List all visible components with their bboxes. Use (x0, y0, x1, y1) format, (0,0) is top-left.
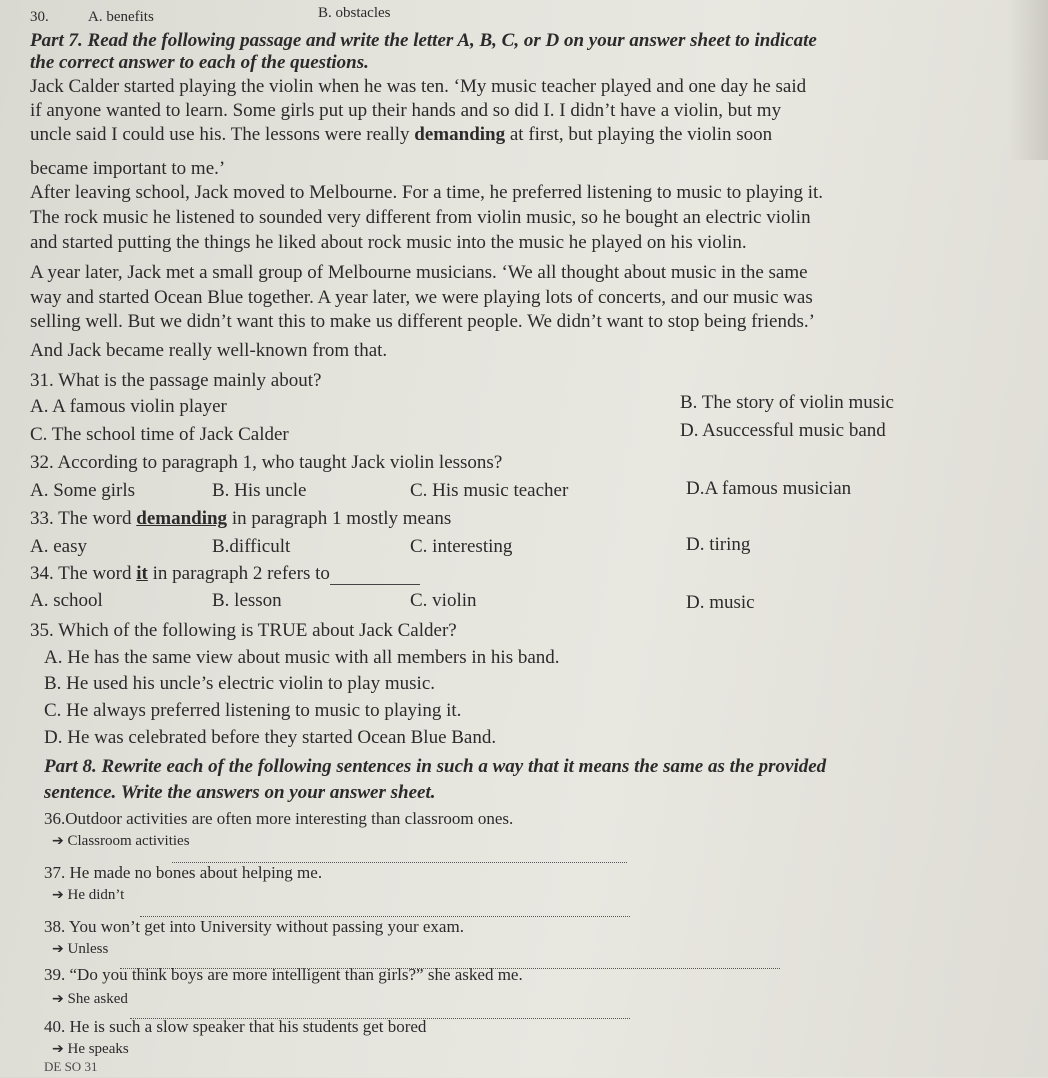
rewrite-q38: 38. You won’t get into University without passing your exam. (44, 917, 464, 936)
q31-option-b: B. The story of violin music (680, 392, 894, 413)
q34-answer-blank (330, 568, 420, 585)
page-shadow (1008, 0, 1048, 160)
rewrite-q37: 37. He made no bones about helping me. (44, 863, 323, 882)
q33-option-b: B.difficult (212, 536, 291, 557)
q30-option-a: A. benefits (88, 9, 154, 25)
q33-option-c: C. interesting (410, 536, 513, 557)
passage-text: uncle said I could use his. The lessons were really (30, 124, 415, 145)
passage-line (30, 124, 772, 146)
q31-option-d: D. Asuccessful music band (680, 420, 886, 441)
q33-option-a: A. easy (30, 536, 87, 557)
passage-keyword-demanding: demanding (414, 124, 506, 145)
rewrite-q38-cue-text: Unless (67, 941, 109, 957)
q34-stem-post: in paragraph 2 refers to (147, 563, 330, 584)
q34-option-d: D. music (686, 592, 755, 613)
rewrite-q39: 39. “Do you think boys are more intelligent than girls?” she asked me. (44, 965, 523, 984)
q33-stem-post: in paragraph 1 mostly means (227, 508, 452, 529)
q33-keyword: demanding (136, 508, 228, 529)
q32-option-b: B. His uncle (212, 480, 307, 501)
q32-option-a: A. Some girls (30, 480, 136, 501)
page-footer-code: DE SO 31 (44, 1059, 98, 1074)
q33-stem (30, 508, 451, 530)
q34-stem (30, 563, 420, 585)
q32-stem: 32. According to paragraph 1, who taught Jack violin lessons? (30, 452, 503, 473)
rewrite-q36-cue-text: Classroom activities (67, 833, 190, 849)
passage-line: selling well. But we didn’t want this to make us different people. We didn’t want to stop being friends.’ (30, 311, 815, 332)
part7-heading (30, 30, 817, 52)
part7-heading-text: Part 7. Read the following passage and write the letter A, B, C, or D on your answer sheet to indicate (30, 30, 817, 51)
q33-option-d: D. tiring (686, 534, 751, 555)
arrow-right-icon: ➔ (52, 833, 64, 849)
q34-option-a: A. school (30, 590, 103, 611)
passage-text: at first, but playing the violin soon (505, 124, 773, 145)
rewrite-q37-cue (52, 884, 124, 906)
q31-option-a: A. A famous violin player (30, 396, 227, 417)
passage-line: became important to me.’ (30, 158, 226, 179)
q34-option-c: C. violin (410, 590, 477, 611)
passage-line: way and started Ocean Blue together. A year later, we were playing lots of concerts, and our music was (30, 287, 813, 308)
rewrite-q39-cue-text: She asked (67, 991, 128, 1007)
q35-option-a: A. He has the same view about music with all members in his band. (44, 647, 560, 668)
q30-number: 30. (30, 9, 49, 25)
q35-option-c: C. He always preferred listening to music to playing it. (44, 700, 462, 721)
passage-line: After leaving school, Jack moved to Melbourne. For a time, he preferred listening to music to playing it. (30, 182, 824, 203)
rewrite-q39-cue (52, 988, 128, 1010)
rewrite-q40-cue-text: He speaks (67, 1041, 129, 1057)
q35-stem: 35. Which of the following is TRUE about Jack Calder? (30, 620, 457, 641)
arrow-right-icon: ➔ (52, 887, 64, 903)
q34-stem-pre: 34. The word (30, 563, 137, 584)
q34-keyword: it (136, 563, 148, 584)
arrow-right-icon: ➔ (52, 991, 64, 1007)
arrow-right-icon: ➔ (52, 1041, 64, 1057)
part7-heading-cont: the correct answer to each of the questions. (30, 52, 369, 73)
arrow-right-icon: ➔ (52, 941, 64, 957)
q32-option-d: D.A famous musician (686, 478, 852, 499)
part8-heading-cont: sentence. Write the answers on your answer sheet. (44, 782, 436, 803)
rewrite-q37-cue-text: He didn’t (67, 887, 125, 903)
q31-stem: 31. What is the passage mainly about? (30, 370, 322, 391)
q35-option-d: D. He was celebrated before they started Ocean Blue Band. (44, 727, 497, 748)
part8-heading: Part 8. Rewrite each of the following sentences in such a way that it means the same as the provided (44, 756, 827, 777)
q35-option-b: B. He used his uncle’s electric violin to play music. (44, 673, 436, 694)
passage-line: A year later, Jack met a small group of Melbourne musicians. ‘We all thought about music in the same (30, 262, 808, 283)
q33-stem-pre: 33. The word (30, 508, 137, 529)
rewrite-q36-cue (52, 830, 190, 852)
rewrite-q40: 40. He is such a slow speaker that his students get bored (44, 1017, 427, 1036)
q30-option-b: B. obstacles (318, 5, 391, 21)
rewrite-q36: 36.Outdoor activities are often more interesting than classroom ones. (44, 809, 514, 828)
passage-line: And Jack became really well-known from that. (30, 340, 388, 361)
q34-option-b: B. lesson (212, 590, 282, 611)
passage-line: Jack Calder started playing the violin when he was ten. ‘My music teacher played and one day he said (30, 76, 807, 97)
q32-option-c: C. His music teacher (410, 480, 569, 501)
passage-line: and started putting the things he liked about rock music into the music he played on his violin. (30, 232, 747, 253)
rewrite-q38-cue (52, 938, 108, 960)
passage-line: The rock music he listened to sounded very different from violin music, so he bought an electric violin (30, 207, 811, 228)
q31-option-c: C. The school time of Jack Calder (30, 424, 289, 445)
passage-line: if anyone wanted to learn. Some girls put up their hands and so did I. I didn’t have a violin, but my (30, 100, 782, 121)
